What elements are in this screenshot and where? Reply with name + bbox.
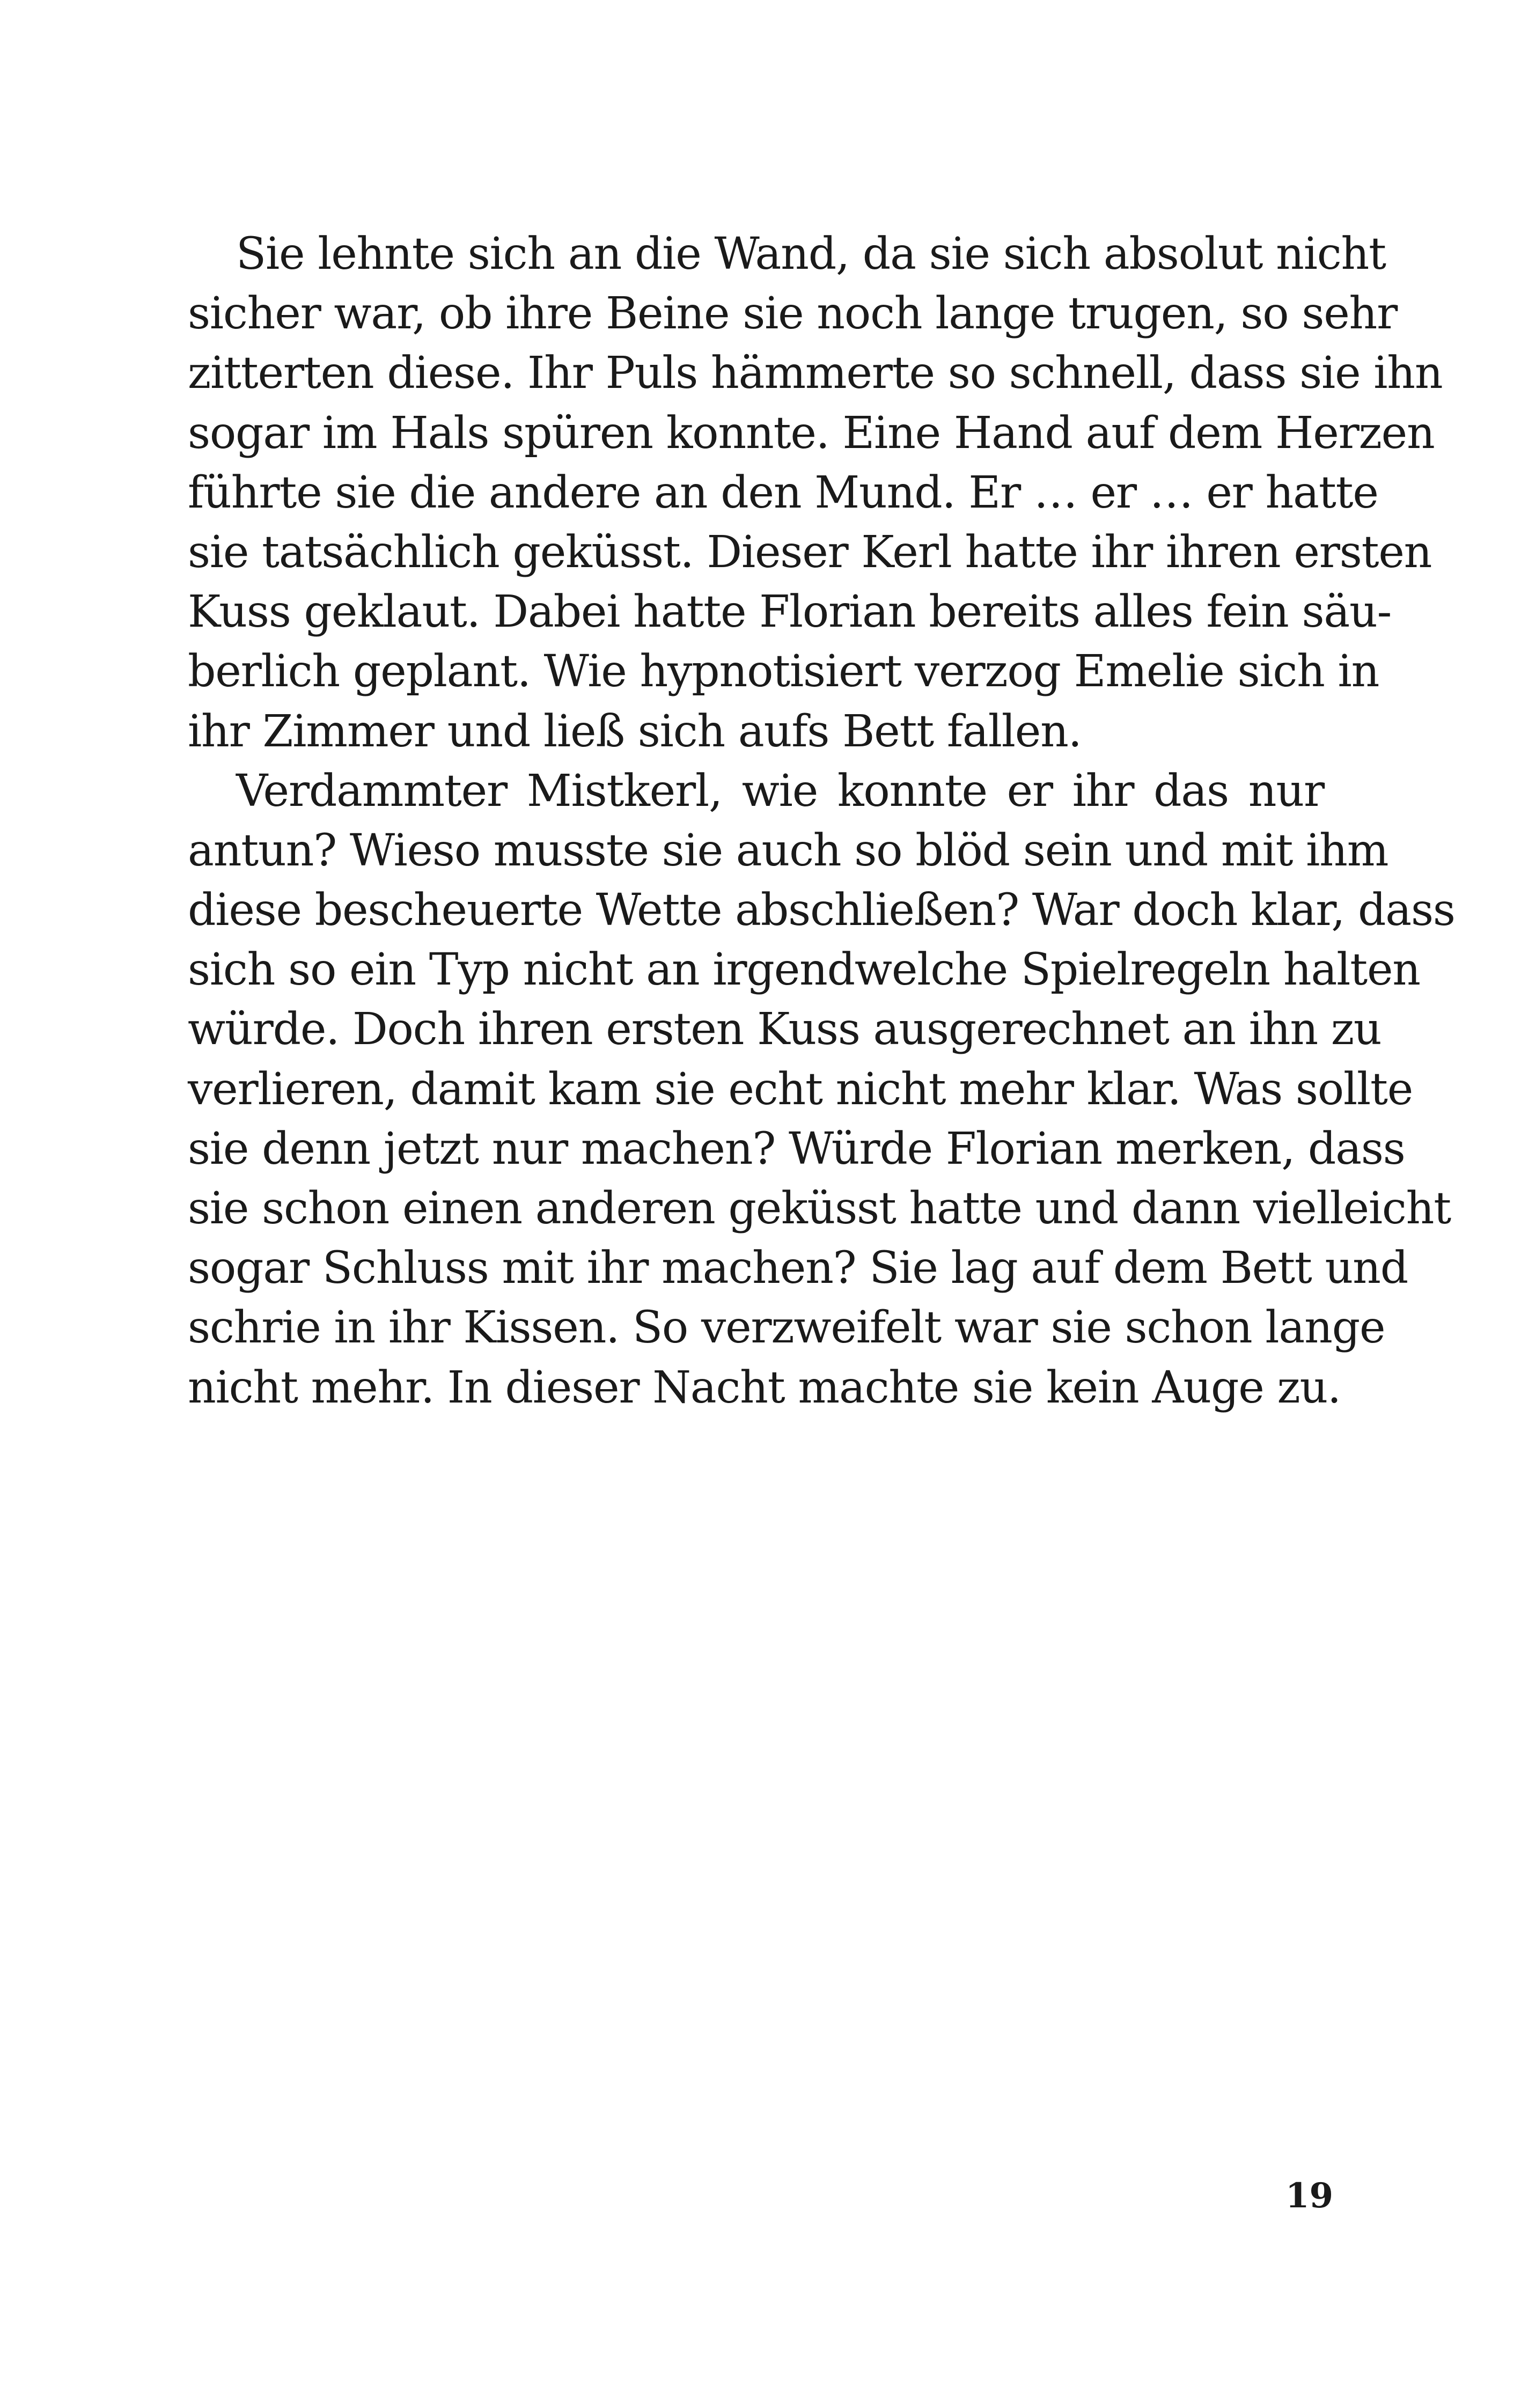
text-line: würde. Doch ihren ersten Kuss ausgerechnet an ihn zu [188, 1004, 1382, 1055]
text-line: verlieren, damit kam sie echt nicht mehr klar. Was sollte [188, 1063, 1413, 1115]
text-line: Verdammter Mistkerl, wie konnte er ihr das nur [236, 765, 1324, 817]
text-line: sogar im Hals spüren konnte. Eine Hand auf dem Herzen [188, 407, 1435, 459]
text-line: berlich geplant. Wie hypnotisiert verzog Emelie sich in [188, 646, 1379, 698]
text-line: führte sie die andere an den Mund. Er … er … er hatte [188, 467, 1378, 518]
text-line: ihr Zimmer und ließ sich aufs Bett fallen. [188, 706, 1082, 757]
paragraph-1 [188, 224, 1443, 761]
text-line: sie schon einen anderen geküsst hatte und dann vielleicht [188, 1183, 1451, 1234]
text-line: nicht mehr. In dieser Nacht machte sie kein Auge zu. [188, 1362, 1341, 1413]
text-line: diese bescheuerte Wette abschließen? War doch klar, dass [188, 885, 1455, 936]
paragraph-2 [188, 761, 1455, 1418]
text-line: Sie lehnte sich an die Wand, da sie sich absolut nicht [236, 229, 1386, 280]
text-line: antun? Wieso musste sie auch so blöd sein und mit ihm [188, 825, 1388, 876]
text-line: sogar Schluss mit ihr machen? Sie lag auf dem Bett und [188, 1243, 1408, 1294]
body-text [188, 224, 1455, 1418]
text-line: sie denn jetzt nur machen? Würde Florian merken, dass [188, 1123, 1405, 1174]
text-line: zitterten diese. Ihr Puls hämmerte so schnell, dass sie ihn [188, 348, 1443, 399]
page-number: 19 [1285, 2176, 1333, 2216]
text-line: schrie in ihr Kissen. So verzweifelt war sie schon lange [188, 1302, 1385, 1354]
text-line: Kuss geklaut. Dabei hatte Florian bereits alles fein säu- [188, 586, 1392, 638]
text-line: sie tatsächlich geküsst. Dieser Kerl hatte ihr ihren ersten [188, 526, 1432, 578]
text-line: sich so ein Typ nicht an irgendwelche Spielregeln halten [188, 944, 1420, 996]
text-line: sicher war, ob ihre Beine sie noch lange trugen, so sehr [188, 288, 1398, 340]
